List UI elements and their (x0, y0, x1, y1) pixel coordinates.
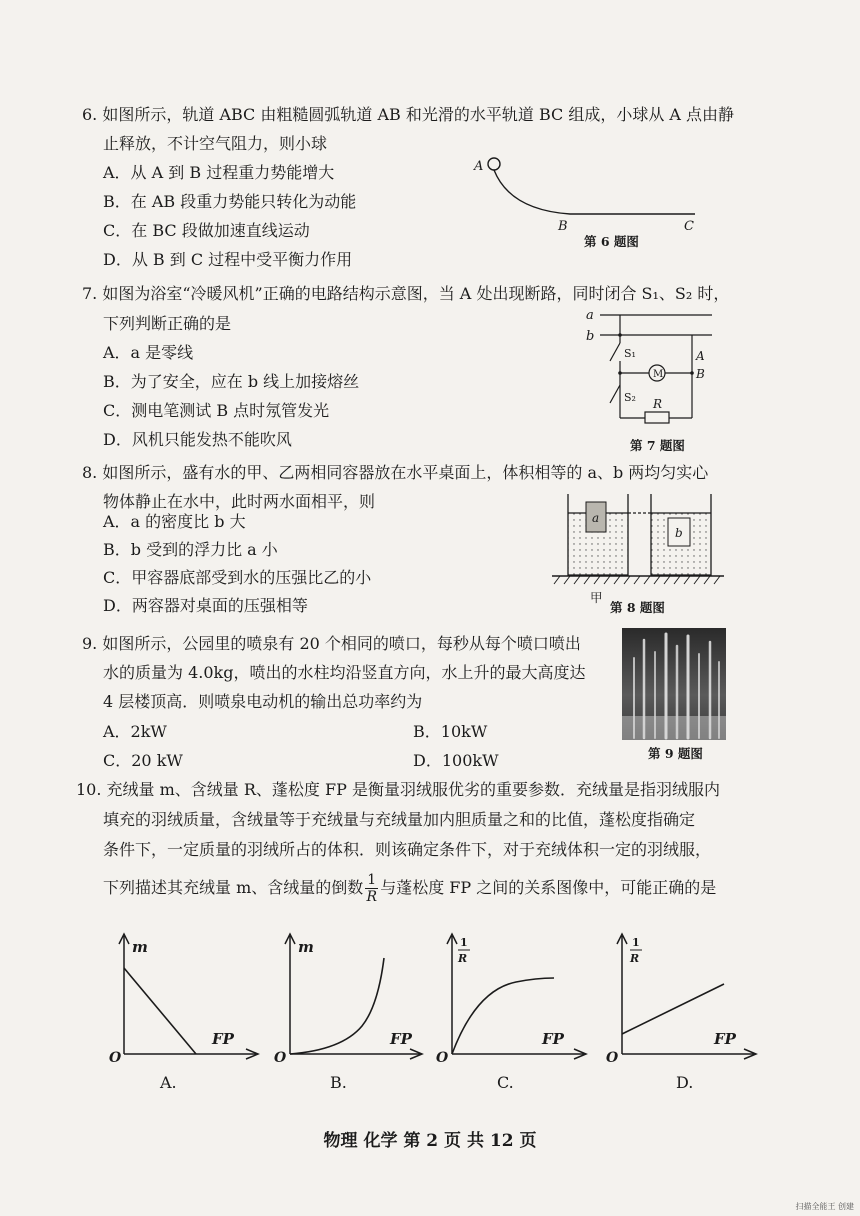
q6-track (494, 170, 695, 214)
q10-graph-d (606, 930, 762, 1064)
q6-option-b: B．在 AB 段重力势能只转化为动能 (103, 192, 357, 211)
q7-resistor (645, 412, 669, 423)
q10-graph-b-curve (290, 958, 384, 1054)
q10-fraction-numerator: 1 (367, 872, 377, 888)
q10-graph-b-xlabel: FP (390, 1030, 412, 1048)
q6-label-a: A (474, 159, 484, 174)
q10-graph-c-ylabel-num: 1 (460, 936, 468, 949)
q8-line1: 8. 如图所示，盛有水的甲、乙两相同容器放在水平桌面上，体积相等的 a、b 两均匀实心 (82, 463, 709, 482)
q10-graph-a-xlabel: FP (212, 1030, 234, 1048)
q6-line2: 止释放，不计空气阻力，则小球 (103, 134, 328, 153)
q10-graph-d-curve (622, 984, 724, 1034)
q10-graph-c-ylabel-den: R (458, 952, 468, 965)
q10-graph-d-xlabel: FP (714, 1030, 736, 1048)
q10-line2: 填充的羽绒质量，含绒量等于充绒量与充绒量加内胆质量之和的比值，蓬松度指确定 (103, 810, 696, 829)
q9-line1: 9. 如图所示，公园里的喷泉有 20 个相同的喷口，每秒从每个喷口喷出 (82, 634, 581, 653)
q9-option-c: C．20 kW (103, 751, 183, 770)
q8-option-c: C．甲容器底部受到水的压强比乙的小 (103, 568, 372, 587)
q10-graph-a-label: A. (160, 1073, 177, 1092)
q10-graph-a-curve (124, 968, 196, 1054)
q10-graph-b-origin: O (274, 1050, 287, 1064)
q10-graph-c-xlabel: FP (542, 1030, 564, 1048)
q10-graph-c-label: C. (497, 1073, 514, 1092)
q8-caption: 第 8 题图 (610, 600, 665, 615)
q7-switch-s1 (610, 343, 620, 361)
q10-graph-c-origin: O (436, 1050, 449, 1064)
q8-label-a: a (592, 511, 600, 525)
q7-option-c: C．测电笔测试 B 点时氖管发光 (103, 401, 330, 420)
q10-graph-d-ylabel-den: R (630, 952, 640, 965)
q8-line2: 物体静止在水中，此时两水面相平，则 (103, 492, 376, 511)
q9-line3: 4 层楼顶高．则喷泉电动机的输出总功率约为 (103, 692, 423, 711)
q10-graph-b-label: B. (330, 1073, 347, 1092)
q9-line2: 水的质量为 4.0kg，喷出的水柱均沿竖直方向，水上升的最大高度达 (103, 663, 586, 682)
q7-option-b: B．为了安全，应在 b 线上加接熔丝 (103, 372, 360, 391)
q10-graph-d-origin: O (606, 1050, 619, 1064)
q7-label-point-b: B (696, 367, 705, 381)
q7-switch-s2 (610, 385, 620, 403)
q8-label-b: b (675, 526, 683, 540)
scanner-stamp: 扫描全能王 创建 (795, 1202, 854, 1211)
q7-label-s1: S₁ (624, 347, 636, 360)
q7-line2: 下列判断正确的是 (103, 314, 232, 333)
q10-line4-part2: 与蓬松度 FP 之间的关系图像中，可能正确的是 (380, 878, 717, 897)
q10-graph-a (108, 930, 264, 1064)
q10-line4 (103, 870, 716, 906)
q7-option-d: D．风机只能发热不能吹风 (103, 430, 292, 449)
q10-graph-b-ylabel: m (298, 938, 314, 956)
q10-graph-c (436, 930, 592, 1064)
q8-option-b: B．b 受到的浮力比 a 小 (103, 540, 278, 559)
q10-graph-c-curve (452, 978, 554, 1054)
page-footer: 物理 化学 第 2 页 共 12 页 (323, 1131, 537, 1151)
q7-line1: 7. 如图为浴室“冷暖风机”正确的电路结构示意图，当 A 处出现断路，同时闭合 S₁、S₂ 时， (82, 284, 730, 303)
q6-label-b: B (558, 219, 568, 234)
q7-option-a: A．a 是零线 (103, 343, 194, 362)
q10-line4-part1: 下列描述其充绒量 m、含绒量的倒数 (103, 878, 364, 897)
q10-graph-d-label: D. (676, 1073, 694, 1092)
q6-line1: 6. 如图所示，轨道 ABC 由粗糙圆弧轨道 AB 和光滑的水平轨道 BC 组成，小球从 A 点由静 (82, 105, 735, 124)
q8-option-d: D．两容器对桌面的压强相等 (103, 596, 308, 615)
q9-option-d: D．100kW (413, 751, 499, 770)
q6-ball (488, 158, 500, 170)
q8-containers-figure (548, 488, 728, 588)
q10-line1: 10. 充绒量 m、含绒量 R、蓬松度 FP 是衡量羽绒服优劣的重要参数．充绒量是指羽绒服内 (76, 780, 720, 799)
q10-graph-a-ylabel: m (132, 938, 148, 956)
q7-circuit-figure (582, 305, 722, 440)
q9-option-b: B．10kW (413, 722, 488, 741)
q9-option-a: A．2kW (103, 722, 167, 741)
q10-line3: 条件下，一定质量的羽绒所占的体积．则该确定条件下，对于充绒体积一定的羽绒服， (103, 840, 712, 859)
q7-label-point-a: A (696, 349, 705, 363)
q10-fraction (365, 872, 378, 905)
q10-graph-d-ylabel-num: 1 (632, 936, 640, 949)
q6-option-a: A．从 A 到 B 过程重力势能增大 (103, 163, 335, 182)
q7-label-a-wire: a (586, 308, 594, 323)
q6-caption: 第 6 题图 (584, 234, 639, 249)
q7-label-r: R (653, 397, 663, 411)
q7-label-b-wire: b (586, 329, 595, 344)
q9-fountain-photo (622, 628, 726, 740)
q7-label-m: M (653, 369, 664, 380)
q8-label-jia: 甲 (590, 590, 603, 605)
q7-label-s2: S₂ (624, 391, 636, 404)
q10-fraction-denominator: R (366, 889, 377, 905)
q10-graph-a-origin: O (109, 1050, 122, 1064)
q9-caption: 第 9 题图 (648, 746, 703, 761)
q8-option-a: A．a 的密度比 b 大 (103, 512, 246, 531)
q6-option-c: C．在 BC 段做加速直线运动 (103, 221, 310, 240)
q10-graph-b (272, 930, 428, 1064)
q7-caption: 第 7 题图 (630, 438, 685, 453)
q6-label-c: C (684, 219, 694, 234)
q6-option-d: D．从 B 到 C 过程中受平衡力作用 (103, 250, 353, 269)
